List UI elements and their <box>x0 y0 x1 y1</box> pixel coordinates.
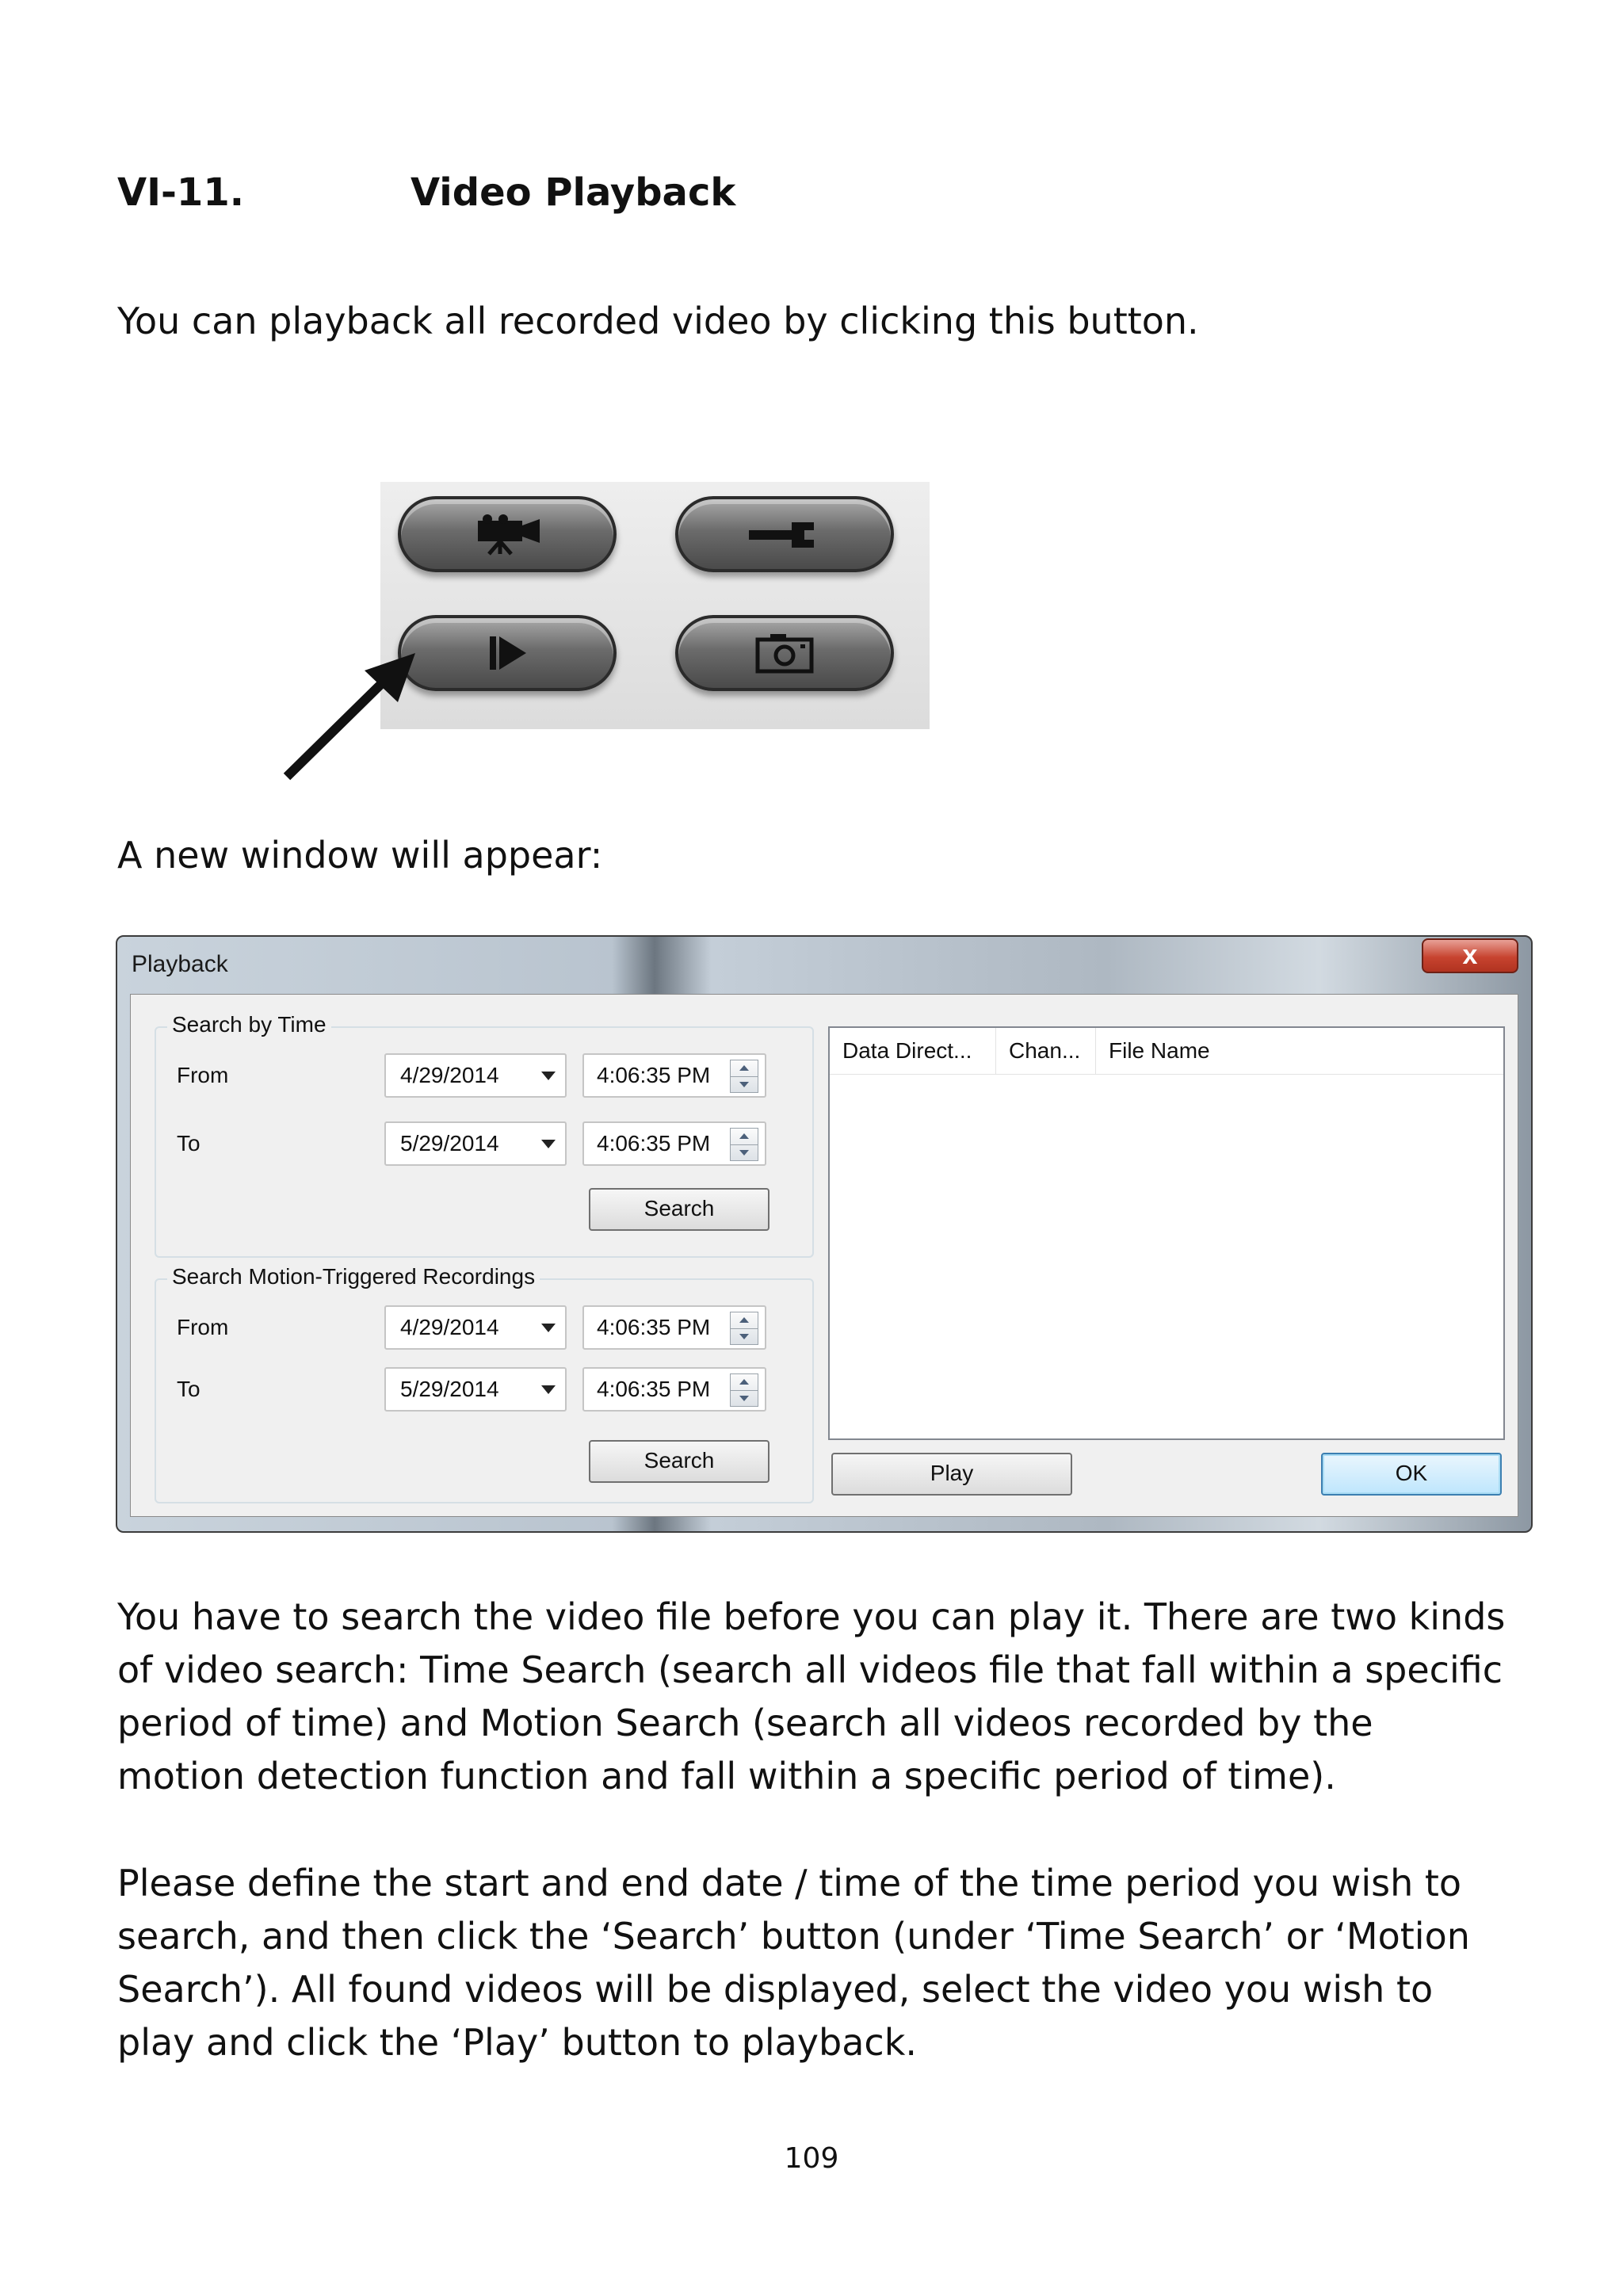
window-title: Playback <box>132 951 228 977</box>
snapshot-button[interactable] <box>675 615 894 691</box>
motion-from-label: From <box>177 1315 229 1339</box>
motion-search-group <box>155 1264 814 1503</box>
playback-icon <box>483 632 531 674</box>
control-button-panel <box>380 482 930 729</box>
motion-to-label: To <box>177 1377 200 1401</box>
file-list-header <box>830 1028 1503 1075</box>
column-file-name[interactable]: File Name <box>1109 1038 1210 1063</box>
motion-from-time-field[interactable] <box>582 1305 766 1350</box>
time-to-label: To <box>177 1131 200 1156</box>
section-number: VI-11. <box>117 170 244 215</box>
window-client-area <box>130 994 1518 1517</box>
video-camera-icon <box>464 513 551 556</box>
search-info-paragraph: You have to search the video file before you can play it. There are two kinds of video search: Time Search (search all videos file that fall within a specific period of time) and Motion Search (search all videos recorded by the motion detection function and fall within a specific period of time). <box>117 1595 1506 1797</box>
spinner-icon[interactable] <box>730 1128 758 1161</box>
new-window-paragraph: A new window will appear: <box>117 834 603 877</box>
chevron-down-icon[interactable] <box>541 1140 556 1148</box>
pointer-arrow-icon <box>269 650 428 785</box>
motion-from-time-value: 4:06:35 PM <box>597 1315 711 1339</box>
instructions-paragraph: Please define the start and end date / time of the time period you wish to search, and then click the ‘Search’ button (under ‘Time Search’ or ‘Motion Search’). All found videos will be displayed, select the video you wish to play and click the ‘Play’ button to playback. <box>117 1862 1470 2064</box>
spinner-icon[interactable] <box>730 1060 758 1093</box>
time-from-time-value: 4:06:35 PM <box>597 1063 711 1087</box>
time-search-label: Search by Time <box>167 1012 331 1037</box>
spinner-icon[interactable] <box>730 1312 758 1345</box>
wrench-icon <box>741 514 828 554</box>
column-channel[interactable]: Chan... <box>996 1028 1096 1074</box>
snapshot-camera-icon <box>753 632 816 674</box>
time-from-date-value: 4/29/2014 <box>400 1063 499 1087</box>
section-title: Video Playback <box>411 170 736 215</box>
time-to-date-value: 5/29/2014 <box>400 1131 499 1156</box>
playback-window <box>116 935 1533 1533</box>
settings-button[interactable] <box>675 496 894 572</box>
time-from-date-picker[interactable] <box>384 1053 567 1098</box>
time-to-time-field[interactable] <box>582 1121 766 1166</box>
motion-to-date-picker[interactable] <box>384 1367 567 1412</box>
motion-search-label: Search Motion-Triggered Recordings <box>167 1264 540 1289</box>
time-to-time-value: 4:06:35 PM <box>597 1131 711 1156</box>
record-button[interactable] <box>398 496 617 572</box>
spinner-icon[interactable] <box>730 1373 758 1407</box>
time-from-time-field[interactable] <box>582 1053 766 1098</box>
time-search-group <box>155 1012 814 1258</box>
playback-button[interactable] <box>398 615 617 691</box>
chevron-down-icon[interactable] <box>541 1324 556 1332</box>
motion-from-date-value: 4/29/2014 <box>400 1315 499 1339</box>
motion-from-date-picker[interactable] <box>384 1305 567 1350</box>
window-close-button[interactable]: x <box>1422 938 1518 973</box>
motion-to-time-field[interactable] <box>582 1367 766 1412</box>
page-number: 109 <box>784 2142 839 2175</box>
time-search-button[interactable]: Search <box>589 1188 769 1231</box>
chevron-down-icon[interactable] <box>541 1072 556 1080</box>
motion-to-date-value: 5/29/2014 <box>400 1377 499 1401</box>
motion-search-button[interactable]: Search <box>589 1440 769 1483</box>
column-data-directory[interactable]: Data Direct... <box>830 1028 996 1074</box>
intro-paragraph: You can playback all recorded video by clicking this button. <box>117 300 1199 342</box>
time-from-label: From <box>177 1063 229 1087</box>
time-to-date-picker[interactable] <box>384 1121 567 1166</box>
file-list[interactable] <box>828 1026 1505 1440</box>
play-button[interactable]: Play <box>831 1453 1072 1496</box>
chevron-down-icon[interactable] <box>541 1385 556 1394</box>
motion-to-time-value: 4:06:35 PM <box>597 1377 711 1401</box>
ok-button[interactable]: OK <box>1321 1453 1502 1496</box>
